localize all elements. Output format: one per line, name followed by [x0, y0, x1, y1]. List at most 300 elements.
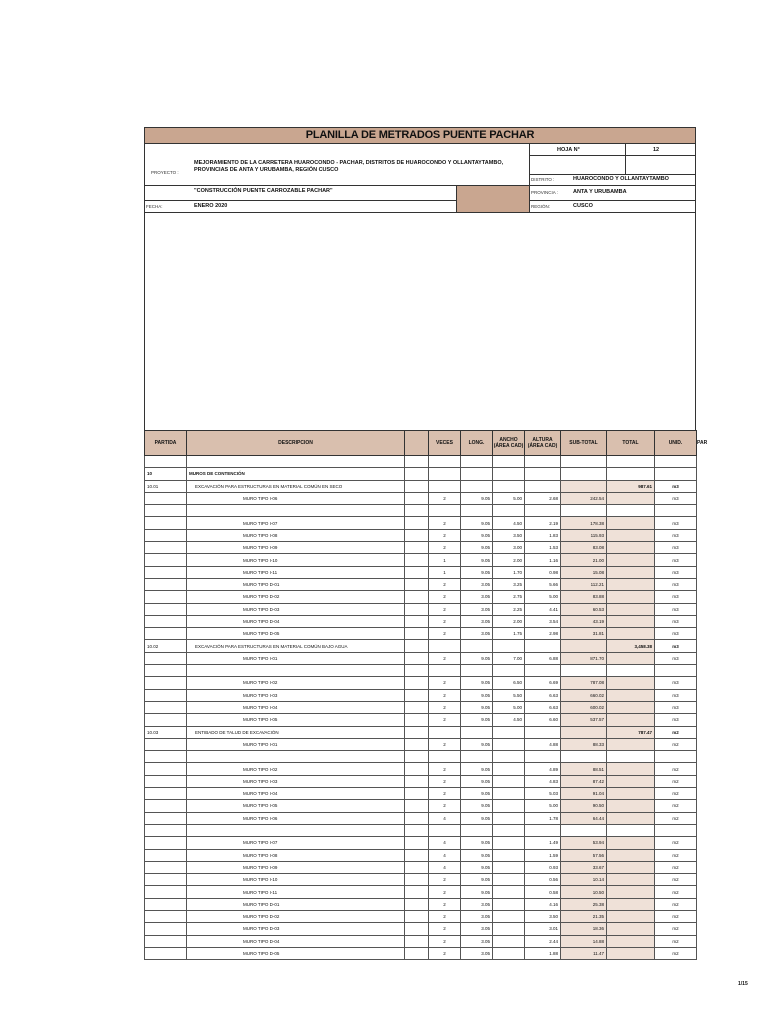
- table-row: [145, 554, 697, 566]
- subtotal-cell: 90.50: [561, 800, 607, 812]
- altura-cell: 0.58: [525, 886, 561, 898]
- ancho-cell: [493, 763, 525, 775]
- description-cell: MURO TIPO I-03: [187, 689, 405, 701]
- unit-cell: m3: [655, 529, 697, 541]
- table-row: [145, 947, 697, 959]
- table-row: [145, 738, 697, 750]
- unit-cell: m2: [655, 910, 697, 922]
- total-cell: [607, 898, 655, 910]
- altura-cell: 6.60: [525, 714, 561, 726]
- partida-cell: [145, 615, 187, 627]
- veces-cell: 1: [429, 554, 461, 566]
- veces-cell: 2: [429, 701, 461, 713]
- partida-cell: [145, 554, 187, 566]
- long-cell: 9.05: [461, 554, 493, 566]
- empty-cell: [405, 701, 429, 713]
- empty-cell: [493, 824, 525, 836]
- long-cell: 3.05: [461, 910, 493, 922]
- empty-cell: [405, 923, 429, 935]
- veces-cell: 4: [429, 812, 461, 824]
- description-cell: MURO TIPO D-03: [187, 923, 405, 935]
- empty-cell: [405, 861, 429, 873]
- col-descripcion: DESCRIPCION: [187, 431, 405, 456]
- altura-cell: 1.78: [525, 812, 561, 824]
- long-cell: 9.05: [461, 738, 493, 750]
- empty-cell: [405, 788, 429, 800]
- altura-cell: 6.63: [525, 689, 561, 701]
- partida-cell: [145, 591, 187, 603]
- ancho-cell: 2.75: [493, 591, 525, 603]
- unit-cell: m3: [655, 566, 697, 578]
- hoja-label: HOJA N°: [557, 147, 580, 153]
- unit-cell: m2: [655, 935, 697, 947]
- long-cell: 3.05: [461, 923, 493, 935]
- table-row: [145, 615, 697, 627]
- total-cell: [607, 738, 655, 750]
- table-body: [145, 456, 697, 960]
- description-cell: ENTIBADO DE TALUD DE EXCAVACIÓN: [187, 726, 405, 738]
- long-cell: 9.05: [461, 861, 493, 873]
- empty-cell: [405, 603, 429, 615]
- veces-cell: 2: [429, 542, 461, 554]
- table-row: [145, 689, 697, 701]
- empty-cell: [461, 640, 493, 652]
- total-cell: [607, 652, 655, 664]
- veces-cell: 4: [429, 837, 461, 849]
- total-cell: 787.47: [607, 726, 655, 738]
- table-row: [145, 529, 697, 541]
- distrito-value: HUAROCONDO Y OLLANTAYTAMBO: [573, 176, 669, 182]
- subtotal-cell: 18.36: [561, 923, 607, 935]
- description-cell: MURO TIPO I-09: [187, 861, 405, 873]
- ancho-cell: [493, 837, 525, 849]
- partida-cell: [145, 849, 187, 861]
- empty-cell: [405, 591, 429, 603]
- partida-cell: [145, 874, 187, 886]
- altura-cell: 2.44: [525, 935, 561, 947]
- blank-drawing-area: [144, 213, 696, 430]
- long-cell: 9.05: [461, 837, 493, 849]
- subtotal-cell: 53.94: [561, 837, 607, 849]
- description-cell: MURO TIPO I-08: [187, 529, 405, 541]
- empty-cell: [525, 824, 561, 836]
- overflow-column-label: PAR: [697, 440, 708, 446]
- empty-cell: [405, 517, 429, 529]
- empty-cell: [405, 628, 429, 640]
- total-cell: [607, 812, 655, 824]
- long-cell: 3.05: [461, 591, 493, 603]
- total-cell: [607, 947, 655, 959]
- long-cell: 9.05: [461, 517, 493, 529]
- total-cell: [607, 517, 655, 529]
- table-row: [145, 861, 697, 873]
- empty-cell: [607, 505, 655, 517]
- description-cell: MURO TIPO D-04: [187, 935, 405, 947]
- empty-cell: [461, 505, 493, 517]
- long-cell: 9.05: [461, 800, 493, 812]
- empty-cell: [655, 824, 697, 836]
- altura-cell: 6.88: [525, 652, 561, 664]
- ancho-cell: 2.25: [493, 603, 525, 615]
- unit-cell: m2: [655, 886, 697, 898]
- empty-cell: [493, 480, 525, 492]
- description-cell: MURO TIPO D-01: [187, 898, 405, 910]
- veces-cell: 2: [429, 763, 461, 775]
- altura-cell: 0.93: [525, 861, 561, 873]
- unit-cell: m2: [655, 763, 697, 775]
- unit-cell: m2: [655, 800, 697, 812]
- empty-cell: [655, 505, 697, 517]
- empty-cell: [405, 800, 429, 812]
- unit-cell: m2: [655, 788, 697, 800]
- table-row: [145, 566, 697, 578]
- empty-cell: [429, 726, 461, 738]
- description-cell: MURO TIPO I-10: [187, 554, 405, 566]
- empty-cell: [405, 935, 429, 947]
- partida-cell: [145, 910, 187, 922]
- empty-cell: [405, 480, 429, 492]
- unit-cell: m2: [655, 726, 697, 738]
- partida-cell: [145, 492, 187, 504]
- table-row: [145, 849, 697, 861]
- total-cell: [607, 689, 655, 701]
- altura-cell: 1.88: [525, 947, 561, 959]
- partida-cell: 10.03: [145, 726, 187, 738]
- subtotal-cell: 112.21: [561, 578, 607, 590]
- empty-cell: [405, 849, 429, 861]
- empty-cell: [655, 665, 697, 677]
- item-row: [145, 480, 697, 492]
- partida-cell: [145, 800, 187, 812]
- unit-cell: m3: [655, 542, 697, 554]
- empty-cell: [405, 652, 429, 664]
- unit-cell: m3: [655, 652, 697, 664]
- header-shaded-cell: [457, 186, 529, 212]
- partida-cell: [145, 603, 187, 615]
- veces-cell: 2: [429, 714, 461, 726]
- table-gap-row: [145, 751, 697, 763]
- ancho-cell: 3.25: [493, 578, 525, 590]
- project-header: [144, 144, 696, 213]
- partida-cell: 10.02: [145, 640, 187, 652]
- veces-cell: 1: [429, 566, 461, 578]
- empty-cell: [429, 751, 461, 763]
- ancho-cell: [493, 935, 525, 947]
- table-row: [145, 603, 697, 615]
- partida-cell: [145, 714, 187, 726]
- unit-cell: m2: [655, 738, 697, 750]
- veces-cell: 2: [429, 874, 461, 886]
- description-cell: MURO TIPO I-02: [187, 763, 405, 775]
- long-cell: 9.05: [461, 714, 493, 726]
- ancho-cell: [493, 923, 525, 935]
- partida-cell: [145, 738, 187, 750]
- total-cell: [607, 800, 655, 812]
- subtotal-cell: 31.81: [561, 628, 607, 640]
- ancho-cell: 2.00: [493, 554, 525, 566]
- table-row: [145, 923, 697, 935]
- description-cell: MURO TIPO D-02: [187, 591, 405, 603]
- fecha-value: ENERO 2020: [194, 203, 228, 209]
- veces-cell: 2: [429, 591, 461, 603]
- ancho-cell: 6.50: [493, 677, 525, 689]
- unit-cell: m3: [655, 578, 697, 590]
- veces-cell: 2: [429, 492, 461, 504]
- total-cell: [607, 861, 655, 873]
- subtotal-cell: 91.04: [561, 788, 607, 800]
- altura-cell: 3.01: [525, 923, 561, 935]
- subtotal-cell: [561, 726, 607, 738]
- long-cell: 3.05: [461, 935, 493, 947]
- altura-cell: 4.41: [525, 603, 561, 615]
- veces-cell: 2: [429, 603, 461, 615]
- empty-cell: [493, 751, 525, 763]
- table-row: [145, 898, 697, 910]
- col-subtotal: SUB-TOTAL: [561, 431, 607, 456]
- item-row: [145, 726, 697, 738]
- total-cell: [607, 566, 655, 578]
- empty-cell: [405, 492, 429, 504]
- metrados-sheet: [144, 127, 696, 960]
- unit-cell: m2: [655, 812, 697, 824]
- veces-cell: 2: [429, 689, 461, 701]
- empty-cell: [493, 726, 525, 738]
- table-row: [145, 542, 697, 554]
- empty-cell: [525, 505, 561, 517]
- description-cell: MURO TIPO D-04: [187, 615, 405, 627]
- subtotal-cell: 537.57: [561, 714, 607, 726]
- ancho-cell: [493, 849, 525, 861]
- empty-cell: [145, 505, 187, 517]
- table-gap-row: [145, 665, 697, 677]
- partida-cell: 10.01: [145, 480, 187, 492]
- empty-cell: [561, 751, 607, 763]
- partida-cell: [145, 628, 187, 640]
- long-cell: 9.05: [461, 886, 493, 898]
- empty-cell: [145, 751, 187, 763]
- description-cell: MURO TIPO I-05: [187, 800, 405, 812]
- subtotal-cell: 787.08: [561, 677, 607, 689]
- empty-cell: [607, 824, 655, 836]
- altura-cell: 1.16: [525, 554, 561, 566]
- description-cell: MURO TIPO I-08: [187, 849, 405, 861]
- partida-cell: [145, 837, 187, 849]
- componente-text: "CONSTRUCCIÓN PUENTE CARROZABLE PACHAR": [194, 188, 333, 194]
- subtotal-cell: 88.33: [561, 738, 607, 750]
- table-row: [145, 628, 697, 640]
- empty-cell: [493, 665, 525, 677]
- empty-cell: [429, 824, 461, 836]
- subtotal-cell: 83.88: [561, 591, 607, 603]
- partida-cell: [145, 788, 187, 800]
- description-cell: MURO TIPO D-01: [187, 578, 405, 590]
- altura-cell: 0.56: [525, 874, 561, 886]
- description-cell: MURO TIPO I-04: [187, 788, 405, 800]
- subtotal-cell: [561, 480, 607, 492]
- unit-cell: m3: [655, 628, 697, 640]
- table-header-row: [145, 431, 697, 456]
- empty-cell: [493, 468, 525, 480]
- table-row: [145, 578, 697, 590]
- total-cell: [607, 529, 655, 541]
- partida-cell: [145, 542, 187, 554]
- table-row: [145, 701, 697, 713]
- empty-cell: [525, 468, 561, 480]
- col-veces: VECES: [429, 431, 461, 456]
- empty-cell: [405, 812, 429, 824]
- empty-cell: [405, 665, 429, 677]
- col-empty: [405, 431, 429, 456]
- altura-cell: 4.16: [525, 898, 561, 910]
- empty-cell: [187, 665, 405, 677]
- ancho-cell: [493, 775, 525, 787]
- veces-cell: 2: [429, 923, 461, 935]
- long-cell: 3.05: [461, 578, 493, 590]
- ancho-cell: 5.00: [493, 701, 525, 713]
- subtotal-cell: 11.47: [561, 947, 607, 959]
- empty-cell: [561, 824, 607, 836]
- subtotal-cell: 33.67: [561, 861, 607, 873]
- total-cell: [607, 554, 655, 566]
- long-cell: 9.05: [461, 542, 493, 554]
- empty-cell: [405, 886, 429, 898]
- veces-cell: 2: [429, 775, 461, 787]
- empty-cell: [405, 566, 429, 578]
- altura-cell: 1.83: [525, 529, 561, 541]
- table-row: [145, 652, 697, 664]
- subtotal-cell: 115.93: [561, 529, 607, 541]
- description-cell: MURO TIPO I-06: [187, 812, 405, 824]
- long-cell: 3.05: [461, 603, 493, 615]
- description-cell: MURO TIPO I-01: [187, 738, 405, 750]
- description-cell: MURO TIPO D-05: [187, 947, 405, 959]
- veces-cell: 2: [429, 652, 461, 664]
- altura-cell: 4.83: [525, 775, 561, 787]
- ancho-cell: [493, 874, 525, 886]
- description-cell: MUROS DE CONTENCIÓN: [187, 468, 405, 480]
- partida-cell: [145, 578, 187, 590]
- total-cell: 987.61: [607, 480, 655, 492]
- description-cell: MURO TIPO I-11: [187, 566, 405, 578]
- altura-cell: 6.63: [525, 701, 561, 713]
- empty-cell: [525, 640, 561, 652]
- empty-cell: [461, 468, 493, 480]
- empty-cell: [429, 480, 461, 492]
- partida-cell: [145, 566, 187, 578]
- empty-cell: [405, 738, 429, 750]
- long-cell: 9.05: [461, 689, 493, 701]
- ancho-cell: 7.00: [493, 652, 525, 664]
- page-number: 1/15: [738, 981, 748, 987]
- fecha-label: FECHA:: [146, 204, 163, 209]
- long-cell: 3.05: [461, 898, 493, 910]
- long-cell: 9.05: [461, 788, 493, 800]
- veces-cell: 2: [429, 935, 461, 947]
- total-cell: [607, 714, 655, 726]
- altura-cell: 1.49: [525, 837, 561, 849]
- veces-cell: 2: [429, 738, 461, 750]
- long-cell: 3.05: [461, 628, 493, 640]
- ancho-cell: [493, 910, 525, 922]
- altura-cell: 5.00: [525, 591, 561, 603]
- empty-cell: [607, 468, 655, 480]
- empty-cell: [561, 468, 607, 480]
- table-row: [145, 775, 697, 787]
- partida-cell: [145, 861, 187, 873]
- empty-cell: [405, 947, 429, 959]
- total-cell: [607, 578, 655, 590]
- total-cell: 3,458.38: [607, 640, 655, 652]
- veces-cell: 4: [429, 849, 461, 861]
- description-cell: MURO TIPO I-11: [187, 886, 405, 898]
- veces-cell: 4: [429, 861, 461, 873]
- table-row: [145, 492, 697, 504]
- total-cell: [607, 603, 655, 615]
- total-cell: [607, 591, 655, 603]
- ancho-cell: [493, 788, 525, 800]
- ancho-cell: [493, 800, 525, 812]
- table-gap-row: [145, 824, 697, 836]
- long-cell: 3.05: [461, 615, 493, 627]
- empty-cell: [525, 665, 561, 677]
- ancho-cell: 1.70: [493, 566, 525, 578]
- table-row: [145, 886, 697, 898]
- empty-cell: [429, 505, 461, 517]
- empty-cell: [145, 665, 187, 677]
- empty-cell: [405, 468, 429, 480]
- partida-cell: 10: [145, 468, 187, 480]
- empty-cell: [405, 554, 429, 566]
- subtotal-cell: 60.53: [561, 603, 607, 615]
- altura-cell: 5.00: [525, 800, 561, 812]
- description-cell: MURO TIPO I-05: [187, 714, 405, 726]
- partida-cell: [145, 701, 187, 713]
- empty-cell: [405, 714, 429, 726]
- empty-cell: [461, 824, 493, 836]
- unit-cell: m2: [655, 775, 697, 787]
- ancho-cell: 4.50: [493, 517, 525, 529]
- veces-cell: 2: [429, 947, 461, 959]
- empty-cell: [461, 726, 493, 738]
- empty-cell: [405, 677, 429, 689]
- empty-cell: [461, 480, 493, 492]
- subtotal-cell: 10.14: [561, 874, 607, 886]
- description-cell: MURO TIPO D-03: [187, 603, 405, 615]
- table-spacer-row: [145, 456, 697, 468]
- total-cell: [607, 837, 655, 849]
- table-row: [145, 935, 697, 947]
- ancho-cell: 3.00: [493, 542, 525, 554]
- total-cell: [607, 874, 655, 886]
- subtotal-cell: 57.56: [561, 849, 607, 861]
- description-cell: MURO TIPO D-02: [187, 910, 405, 922]
- section-row: [145, 468, 697, 480]
- empty-cell: [493, 640, 525, 652]
- hoja-value: 12: [653, 147, 660, 153]
- empty-cell: [655, 468, 697, 480]
- veces-cell: 2: [429, 578, 461, 590]
- empty-cell: [493, 505, 525, 517]
- empty-cell: [405, 837, 429, 849]
- table-gap-row: [145, 505, 697, 517]
- subtotal-cell: 21.35: [561, 910, 607, 922]
- distrito-label: DISTRITO :: [531, 177, 555, 182]
- partida-cell: [145, 886, 187, 898]
- total-cell: [607, 677, 655, 689]
- total-cell: [607, 615, 655, 627]
- ancho-cell: [493, 898, 525, 910]
- total-cell: [607, 849, 655, 861]
